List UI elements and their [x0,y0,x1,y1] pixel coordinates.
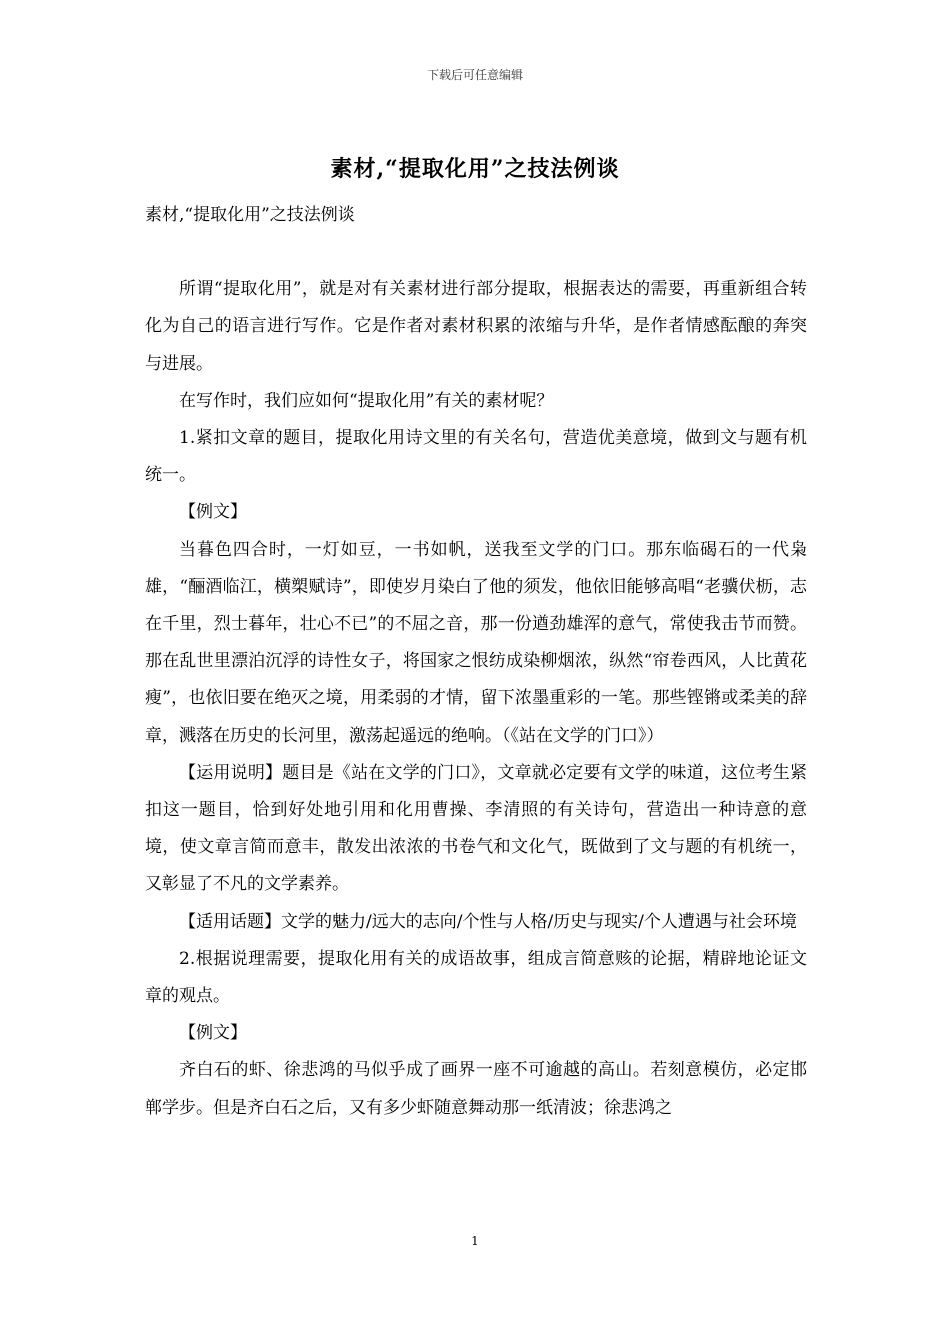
paragraph: 【运用说明】题目是《站在文学的门口》，文章就必定要有文学的味道，这位考生紧扣这一题目，恰到好处地引用和化用曹操、李清照的有关诗句，营造出一种诗意的意境，使文章言简而意丰，散发出浓浓的书卷气和文化气，既做到了文与题的有机统一，又彰显了不凡的文学素养。 [145,762,807,895]
paragraph: 【例文】 [179,502,247,523]
document-subtitle: 素材,“提取化用”之技法例谈 [145,205,355,225]
paragraph: 当暮色四合时，一灯如豆，一书如帆，送我至文学的门口。那东临碣石的一代枭雄，“酾酒临江，横槊赋诗”，即使岁月染白了他的须发，他依旧能够高唱“老骥伏枥，志在千里，烈士暮年，壮心不已”的不屈之音，那一份遒劲雄浑的意气，常使我击节而赞。那在乱世里漂泊沉浮的诗性女子，将国家之恨纺成染柳烟浓，纵然“帘卷西风，人比黄花瘦”，也依旧要在绝灭之境，用柔弱的才情，留下浓墨重彩的一笔。那些铿锵或柔美的辞章，溅落在历史的长河里，激荡起遥远的绝响。（《站在文学的门口》） [145,539,807,746]
document-title: 素材,“提取化用”之技法例谈 [330,156,620,182]
paragraph: 【例文】 [179,1023,247,1044]
document-body [145,197,807,1127]
paragraph: 【适用话题】文学的魅力/远大的志向/个性与人格/历史与现实/个人遭遇与社会环境 [179,911,797,932]
page-number: 1 [471,1234,479,1248]
paragraph: 在写作时，我们应如何“提取化用”有关的素材呢？ [179,390,554,411]
paragraph: 2.根据说理需要，提取化用有关的成语故事，组成言简意赅的论据，精辟地论证文章的观点。 [145,948,807,1007]
paragraph: 1.紧扣文章的题目，提取化用诗文里的有关名句，营造优美意境，做到文与题有机统一。 [145,428,807,486]
paragraph: 齐白石的虾、徐悲鸿的马似乎成了画界一座不可逾越的高山。若刻意模仿，必定邯郸学步。但是齐白石之后，又有多少虾随意舞动那一纸清波；徐悲鸿之 [145,1060,807,1118]
page-header: 下载后可任意编辑 [426,68,523,82]
paragraph: 所谓“提取化用”，就是对有关素材进行部分提取，根据表达的需要，再重新组合转化为自己的语言进行写作。它是作者对素材积累的浓缩与升华，是作者情感酝酿的奔突与进展。 [145,279,807,374]
